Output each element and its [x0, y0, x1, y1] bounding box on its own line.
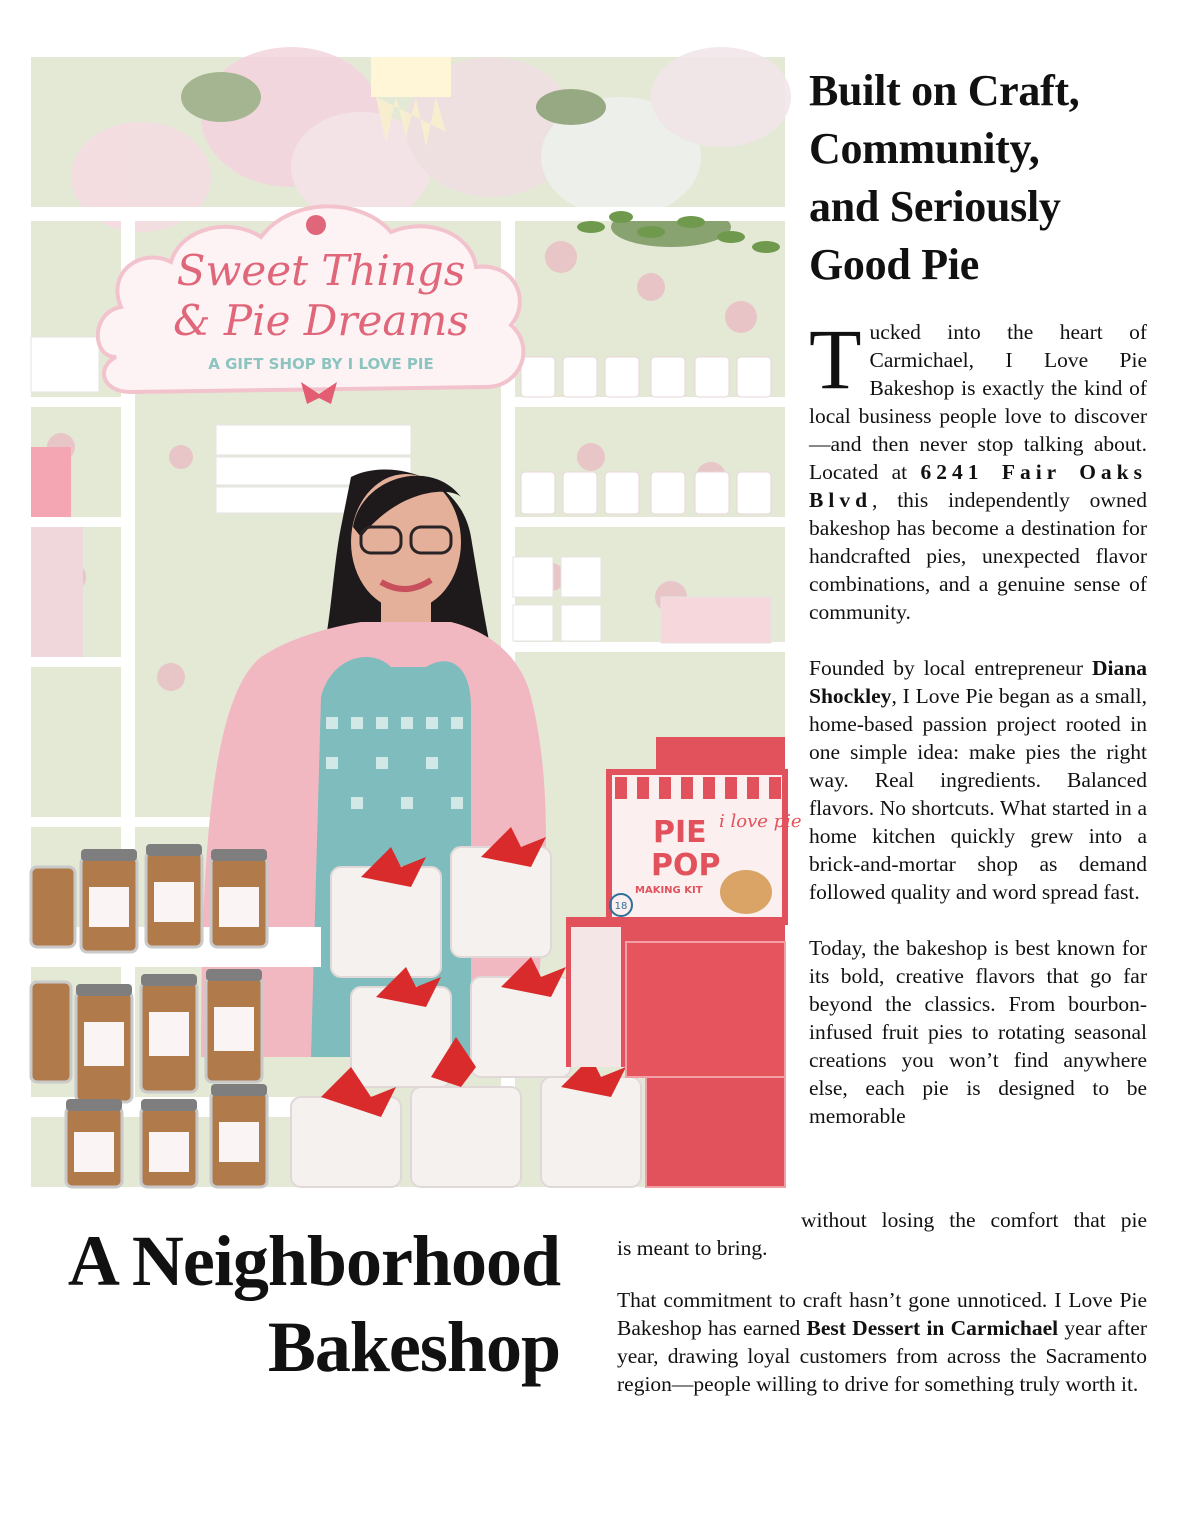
- headline-line: Community,: [809, 124, 1040, 173]
- article-body-column: [809, 311, 1147, 1130]
- founder-text-b: , I Love Pie began as a small, home-based passion project rooted in one simple idea: make pies the right way. Real ingredients. Balanced flavors. No shortcuts. What started in a home kitchen quickly grew into a brick-and-mortar shop as demand followed quality and word spread fast.: [809, 684, 1147, 904]
- box-line3: MAKING KIT: [635, 885, 703, 896]
- founder-name: Diana Shockley: [809, 656, 1147, 708]
- flavors-end-line: is meant to bring.: [617, 1236, 768, 1260]
- award-name: Best Dessert in Carmichael: [806, 1316, 1059, 1340]
- headline-line: Built on Craft,: [809, 66, 1080, 115]
- paragraph-award: [617, 1286, 1147, 1398]
- section-title-line: A Neighborhood: [67, 1221, 560, 1301]
- box-line1: PIE: [653, 815, 707, 850]
- drop-cap: T: [809, 311, 862, 407]
- box-brand: i love pie: [719, 811, 802, 832]
- flavors-wrap-line: without losing the comfort that pie: [801, 1208, 1147, 1232]
- paragraph-founder: [809, 654, 1147, 906]
- bakeshop-photo: [31, 57, 802, 1187]
- article-closing-column: [617, 1286, 1147, 1398]
- sign-line3: A GIFT SHOP BY I LOVE PIE: [208, 355, 434, 373]
- award-text-a: That commitment to craft hasn’t gone unnoticed. I Love Pie Bakeshop has earned: [617, 1288, 1147, 1340]
- section-title-line: Bakeshop: [267, 1307, 560, 1387]
- paragraph-flavors: [809, 934, 1147, 1130]
- headline-line: Good Pie: [809, 240, 979, 289]
- article-headline: [809, 62, 1149, 294]
- intro-text-a: ucked into the heart of Carmichael, I Love Pie Bakeshop is exactly the kind of local business people love to discover—and then never stop talking about. Located at: [809, 320, 1147, 484]
- section-title: [40, 1218, 560, 1390]
- award-text-b: year after year, drawing loyal customers from across the Sacramento region—people willing to drive for something truly worth it.: [617, 1316, 1148, 1396]
- box-age: 18: [614, 901, 628, 912]
- flavors-text: Today, the bakeshop is best known for its bold, creative flavors that go far beyond the classics. From bourbon-infused fruit pies to rotating seasonal creations you won’t find anywhere else, each pie is designed to be memorable: [809, 936, 1147, 1128]
- box-line2: POP: [651, 848, 721, 883]
- caramel-jars: [31, 844, 267, 1187]
- paragraph-intro: [809, 311, 1147, 626]
- sign-line1: Sweet Things: [176, 246, 466, 295]
- sign-line2: & Pie Dreams: [173, 296, 469, 345]
- headline-line: and Seriously: [809, 182, 1061, 231]
- address: 6241 Fair Oaks Blvd: [809, 460, 1147, 512]
- left-display: [31, 527, 83, 657]
- founder-text-a: Founded by local entrepreneur: [809, 656, 1093, 680]
- intro-text-b: , this independently owned bakeshop has become a destination for handcrafted pies, unexpected flavor combinations, and a genuine sense of community.: [809, 488, 1147, 624]
